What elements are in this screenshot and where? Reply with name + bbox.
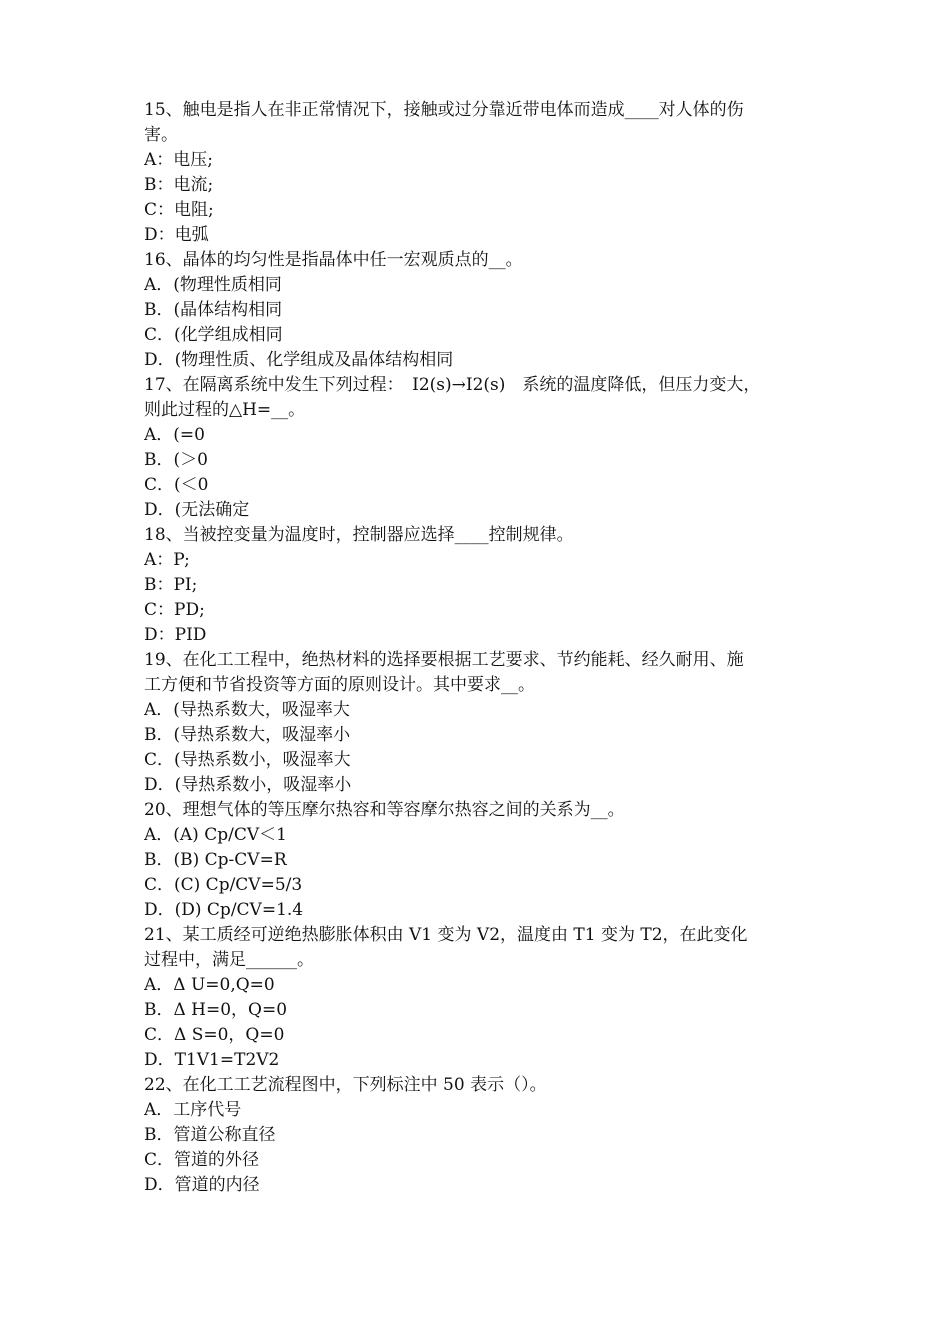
question-stem: 22、在化工工艺流程图中，下列标注中 50 表示（）。 [144,1075,547,1095]
question-stem: 18、当被控变量为温度时，控制器应选择____控制规律。 [144,525,574,545]
question-22 [144,1073,820,1198]
question-17 [144,373,820,523]
option-b: B．(B) Cp-CV=R [144,850,287,870]
option-c: C：电阻; [144,200,214,220]
option-c: C．(C) Cp/CV=5/3 [144,875,303,895]
question-stem: 工方便和节省投资等方面的原则设计。其中要求__。 [144,675,535,695]
question-stem: 则此过程的△H=__。 [144,400,306,420]
option-b: B：电流; [144,175,214,195]
option-b: B．管道公称直径 [144,1125,276,1145]
option-b: B．(导热系数大，吸湿率小 [144,725,351,745]
question-stem: 16、晶体的均匀性是指晶体中任一宏观质点的__。 [144,250,523,270]
option-a: A：P; [144,550,190,570]
option-b: B．Δ H=0，Q=0 [144,1000,288,1020]
question-stem: 害。 [144,125,178,145]
option-a: A．(导热系数大，吸湿率大 [144,700,350,720]
option-c: C．Δ S=0，Q=0 [144,1025,285,1045]
question-stem: 20、理想气体的等压摩尔热容和等容摩尔热容之间的关系为__。 [144,800,625,820]
option-b: B．(＞0 [144,450,208,470]
option-a: A．(=0 [144,425,205,445]
option-a: A：电压; [144,150,214,170]
option-c: C．(化学组成相同 [144,325,283,345]
option-d: D．(D) Cp/CV=1.4 [144,900,304,920]
option-a: A．(A) Cp/CV＜1 [144,825,287,845]
question-19 [144,648,820,798]
option-a: A．(物理性质相同 [144,275,282,295]
question-stem: 过程中，满足______。 [144,950,314,970]
question-21 [144,923,820,1073]
option-d: D：PID [144,625,207,645]
option-b: B：PI; [144,575,198,595]
option-c: C：PD; [144,600,205,620]
option-d: D．管道的内径 [144,1175,260,1195]
option-d: D．(导热系数小，吸湿率小 [144,775,352,795]
question-list [144,98,820,1198]
option-a: A．工序代号 [144,1100,242,1120]
option-c: C．(＜0 [144,475,209,495]
question-stem: 19、在化工工程中，绝热材料的选择要根据工艺要求、节约能耗、经久耐用、施 [144,650,744,670]
option-d: D．(物理性质、化学组成及晶体结构相同 [144,350,454,370]
question-18 [144,523,820,648]
option-c: C．管道的外径 [144,1150,260,1170]
option-c: C．(导热系数小，吸湿率大 [144,750,351,770]
option-d: D．T1V1=T2V2 [144,1050,280,1070]
question-stem: 17、在隔离系统中发生下列过程： I2(s)→I2(s) 系统的温度降低，但压力变大， [144,375,761,395]
question-15 [144,98,820,248]
option-d: D．(无法确定 [144,500,250,520]
question-stem: 15、触电是指人在非正常情况下，接触或过分靠近带电体而造成____对人体的伤 [144,100,744,120]
question-stem: 21、某工质经可逆绝热膨胀体积由 V1 变为 V2，温度由 T1 变为 T2，在此变化 [144,925,748,945]
option-a: A．Δ U=0,Q=0 [144,975,275,995]
option-b: B．(晶体结构相同 [144,300,283,320]
question-20 [144,798,820,923]
question-16 [144,248,820,373]
option-d: D：电弧 [144,225,209,245]
